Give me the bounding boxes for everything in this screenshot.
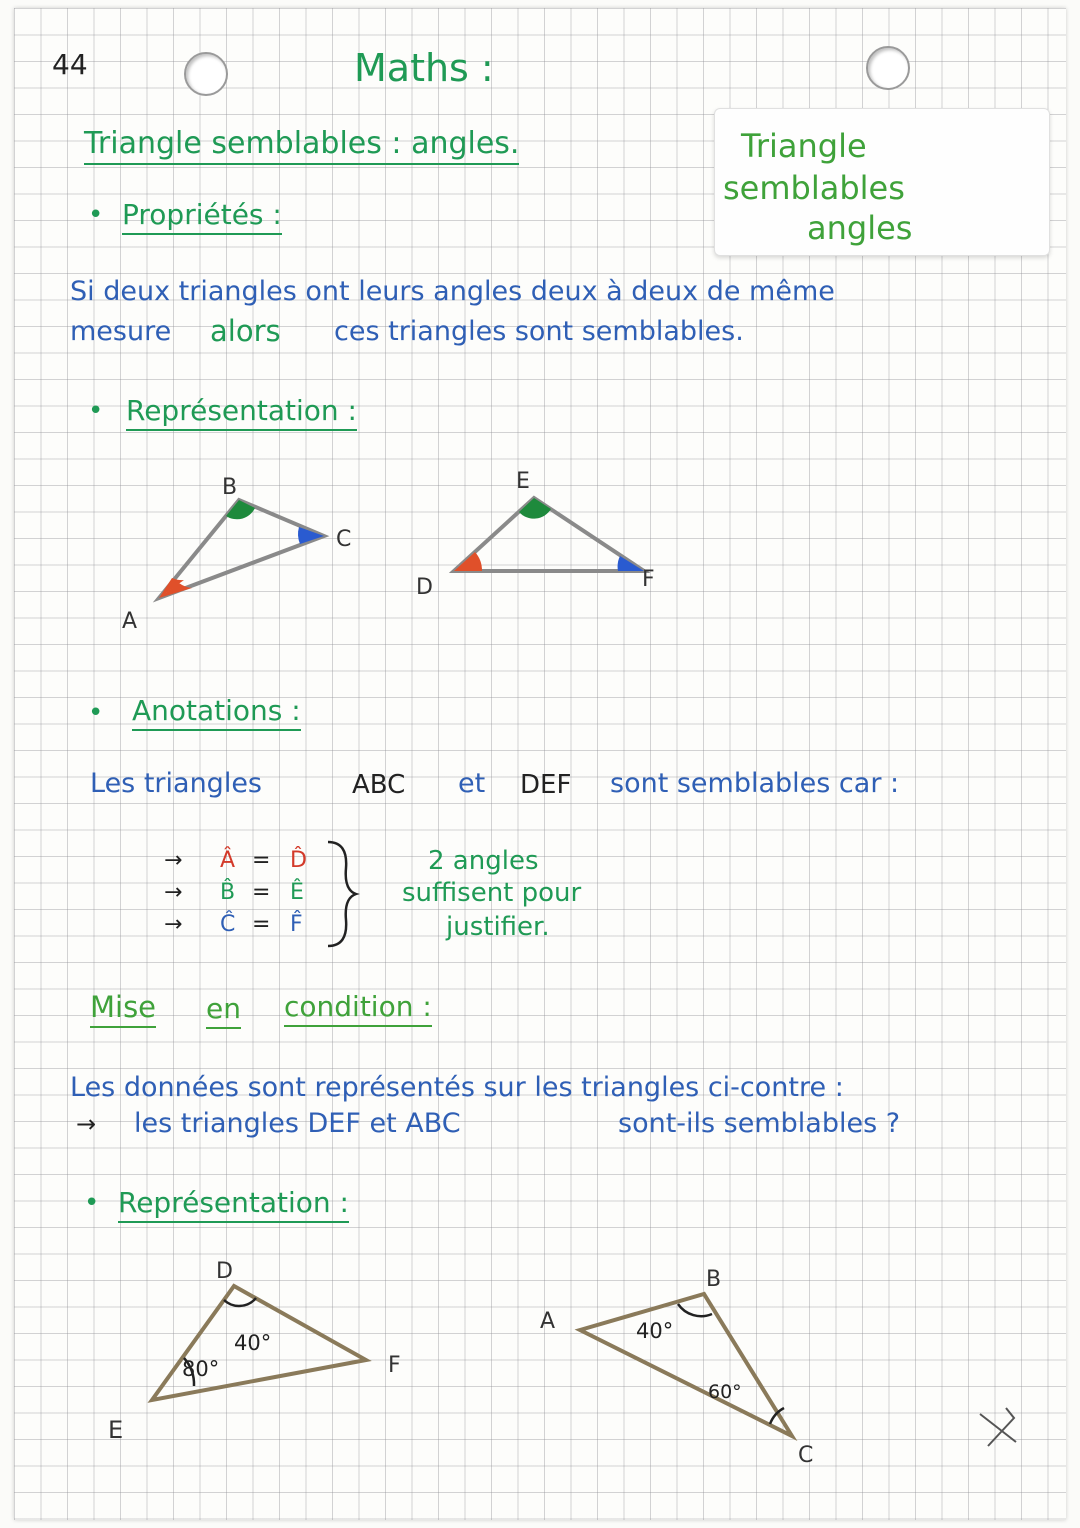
arrow: →: [164, 848, 183, 873]
exercise-triangles-figure: [14, 1248, 1066, 1508]
representation-heading: Représentation :: [126, 394, 357, 431]
property-text-line-1: Si deux triangles ont leurs angles deux à deux de même: [70, 276, 835, 307]
question-line-2b: sont-ils semblables ?: [618, 1108, 901, 1139]
notation-intro-b: ABC: [352, 770, 406, 800]
angle-e-mark: [519, 498, 551, 519]
page-title: Triangle semblables : angles.: [84, 126, 519, 165]
condition-c: condition :: [284, 990, 432, 1027]
label-d: D: [416, 575, 433, 600]
page-header-subject: Maths :: [354, 46, 494, 90]
label-f-exercise: F: [388, 1353, 401, 1378]
label-b: B: [222, 475, 238, 500]
notebook-page: [14, 8, 1066, 1520]
notation-intro-a: Les triangles: [90, 768, 262, 799]
equality-2-right: Ê: [290, 880, 304, 905]
punch-hole-right: [866, 46, 910, 90]
properties-heading: Propriétés :: [122, 198, 282, 235]
angle-d-arc: [224, 1298, 256, 1306]
bullet: •: [88, 396, 104, 426]
notations-heading: Anotations :: [132, 694, 301, 731]
angle-c-value: 60°: [708, 1381, 742, 1403]
label-b-exercise: B: [706, 1267, 722, 1292]
equals: =: [252, 848, 271, 873]
pencil-mark: [980, 1408, 1016, 1446]
triangle-def: [454, 498, 644, 571]
bullet: •: [84, 1188, 100, 1218]
justify-line-3: justifier.: [446, 912, 550, 942]
angle-b-arc: [678, 1304, 712, 1316]
label-c-exercise: C: [798, 1443, 814, 1468]
equals: =: [252, 912, 271, 937]
label-e: E: [516, 469, 530, 494]
equality-2-left: B̂: [220, 880, 236, 905]
property-text-2c: ces triangles sont semblables.: [334, 316, 744, 347]
equality-3-left: Ĉ: [220, 912, 236, 937]
condition-b: en: [206, 992, 241, 1029]
question-line-2a: les triangles DEF et ABC: [134, 1108, 461, 1139]
notation-intro-e: sont semblables car :: [610, 768, 900, 799]
sticky-line-1: Triangle: [741, 127, 867, 165]
justify-line-1: 2 angles: [428, 846, 539, 876]
equality-1-left: Â: [220, 848, 236, 873]
label-a-exercise: A: [540, 1309, 556, 1334]
representation2-heading: Représentation :: [118, 1186, 349, 1223]
label-f: F: [642, 567, 655, 592]
angle-b-value: 40°: [636, 1319, 674, 1343]
angle-f-mark: [618, 556, 644, 571]
angle-d-value: 40°: [234, 1331, 272, 1355]
label-c: C: [336, 527, 352, 552]
triangle-abc-exercise: [580, 1294, 792, 1436]
label-d-exercise: D: [216, 1259, 233, 1284]
angle-e-value: 80°: [182, 1357, 220, 1381]
notation-intro-d: DEF: [520, 770, 572, 800]
property-text-2a: mesure: [70, 316, 172, 347]
condition-a: Mise: [90, 990, 156, 1028]
triangle-abc: [159, 500, 324, 598]
arrow: →: [164, 912, 183, 937]
sticky-note: [714, 108, 1050, 256]
equals: =: [252, 880, 271, 905]
question-line-1: Les données sont représentés sur les triangles ci-contre :: [70, 1072, 844, 1103]
bullet: •: [88, 200, 104, 230]
label-a: A: [122, 609, 138, 634]
sticky-line-2: semblables: [723, 169, 905, 207]
similar-triangles-figure: [14, 448, 1066, 648]
sticky-line-3: angles: [807, 209, 913, 247]
equality-3-right: F̂: [290, 912, 303, 937]
equality-1-right: D̂: [290, 848, 307, 873]
curly-brace: [322, 838, 362, 950]
justify-line-2: suffisent pour: [402, 878, 582, 908]
punch-hole-left: [184, 52, 228, 96]
arrow: →: [76, 1110, 97, 1138]
triangle-abc-exercise-outline: [580, 1294, 792, 1436]
notation-intro-c: et: [458, 768, 486, 799]
label-e-exercise: E: [108, 1416, 124, 1444]
page-number: 44: [52, 48, 88, 81]
property-text-2b: alors: [210, 314, 281, 348]
angle-d-mark: [454, 552, 482, 571]
bullet: •: [88, 698, 104, 728]
arrow: →: [164, 880, 183, 905]
